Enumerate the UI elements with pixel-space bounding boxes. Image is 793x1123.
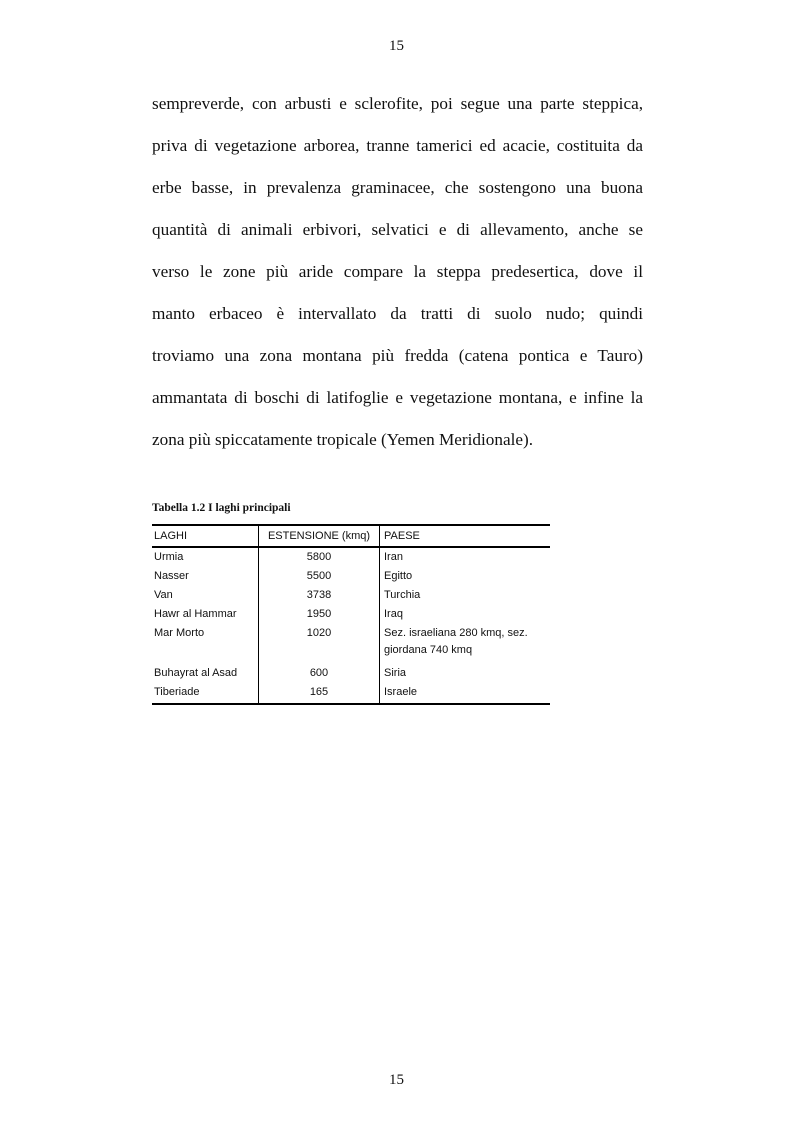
header-area: ESTENSIONE (kmq) [259,525,380,547]
table-row [152,606,550,625]
table-row [152,684,550,704]
page-number-bottom: 15 [389,1072,404,1088]
body-paragraph [152,90,643,468]
table-row [152,547,550,568]
cell-country: Israele [384,686,418,698]
cell-area: 1950 [259,606,380,625]
cell-country: Iran [384,551,403,563]
cell-lake: Tiberiade [154,686,200,698]
header-country: PAESE [384,530,420,542]
header-lake: LAGHI [154,530,188,542]
cell-country: Iraq [384,608,403,620]
cell-lake: Hawr al Hammar [154,608,237,620]
paragraph-line: troviamo una zona montana più fredda (catena pontica e Tauro) [152,346,643,365]
cell-area: 3738 [259,587,380,606]
paragraph-line: ammantata di boschi di latifoglie e vegetazione montana, e infine la [152,388,643,407]
cell-lake: Buhayrat al Asad [154,667,238,679]
table-row [152,568,550,587]
cell-lake: Van [154,589,173,601]
table-row [152,665,550,684]
cell-area: 1020 [259,625,380,665]
cell-country: Egitto [384,570,413,582]
lakes-table [152,524,550,705]
cell-lake: Mar Morto [154,627,205,639]
cell-area: 5500 [259,568,380,587]
cell-lake: Urmia [154,551,184,563]
table-caption: Tabella 1.2 I laghi principali [152,502,291,514]
paragraph-line: zona più spiccatamente tropicale (Yemen Meridionale). [152,430,534,449]
paragraph-line: verso le zone più aride compare la steppa predesertica, dove il [152,262,643,281]
cell-area: 5800 [259,547,380,568]
paragraph-line: quantità di animali erbivori, selvatici e di allevamento, anche se [152,220,643,239]
cell-area: 165 [259,684,380,704]
table-row [152,625,550,665]
cell-country: Sez. israeliana 280 kmq, sez. giordana 740 kmq [384,627,528,656]
page-number-top: 15 [389,38,404,54]
table-row [152,587,550,606]
cell-country: Turchia [384,589,421,601]
table-header-row [152,525,550,547]
paragraph-line: sempreverde, con arbusti e sclerofite, poi segue una parte steppica, [152,94,643,113]
paragraph-line: manto erbaceo è intervallato da tratti di suolo nudo; quindi [152,304,643,323]
paragraph-line: erbe basse, in prevalenza graminacee, che sostengono una buona [152,178,643,197]
paragraph-line: priva di vegetazione arborea, tranne tamerici ed acacie, costituita da [152,136,643,155]
cell-area: 600 [259,665,380,684]
cell-country: Siria [384,667,407,679]
cell-lake: Nasser [154,570,189,582]
